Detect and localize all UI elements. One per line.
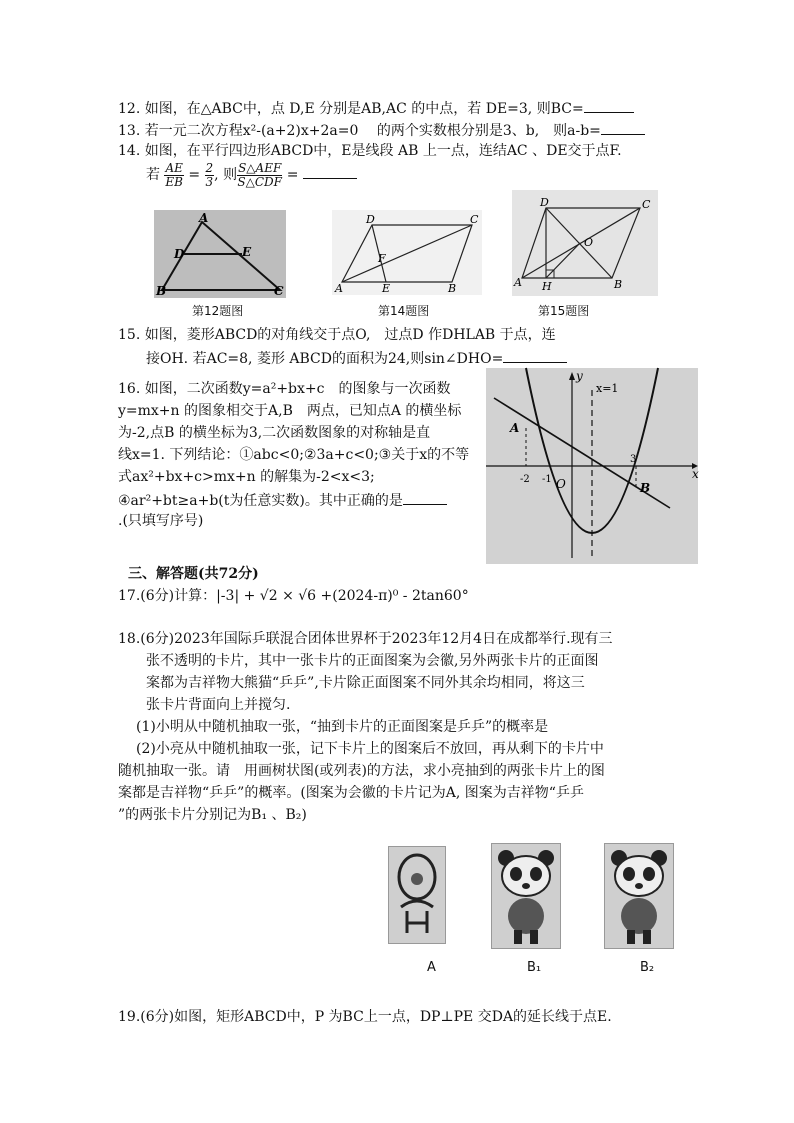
question-16-line-5: 式ax²+bx+c>mx+n 的解集为-2<x<3;	[118, 469, 375, 485]
question-12	[118, 98, 634, 118]
fig15-label-h: H	[542, 280, 552, 293]
fig12-label-c: C	[274, 284, 284, 298]
fig14-label-a: A	[335, 282, 343, 295]
question-18-line-4: 张卡片背面向上并搅匀.	[146, 697, 291, 713]
question-16-line-1: 16. 如图，二次函数y=a²+bx+c 的图象与一次函数	[118, 381, 451, 397]
graph-label-o: O	[556, 477, 566, 491]
fig12-label-d: D	[174, 247, 185, 261]
question-18-line-9: ”的两张卡片分别记为B₁ 、B₂)	[118, 807, 307, 823]
fig12-label-e: E	[242, 245, 252, 259]
graph-label-a: A	[510, 421, 520, 435]
question-16-text: ④ar²+bt≥a+b(t为任意实数)。其中正确的是	[118, 493, 403, 509]
fraction-ae-eb: $\frac{AE}{EB}$	[165, 160, 183, 189]
fig15-label-o: O	[584, 236, 594, 249]
graph-label-x: x	[692, 467, 699, 481]
fraction-2-3: $\frac{2}{3}$	[205, 160, 214, 189]
answer-blank-14[interactable]	[303, 164, 357, 179]
caption-figure-12: 第12题图	[192, 304, 244, 318]
question-18-line-1: 18.(6分)2023年国际乒联混合团体世界杯于2023年12月4日在成都举行.现有三	[118, 631, 613, 647]
question-15-text: 接OH. 若AC=8, 菱形 ABCD的面积为24,则sin∠DHO=	[146, 351, 504, 367]
question-18-line-7: 随机抽取一张。请 用画树状图(或列表)的方法，求小亮抽到的两张卡片上的图	[118, 763, 605, 779]
question-14-text: 14. 如图，在平行四边形ABCD中，E是线段 AB 上一点，连结AC 、DE交于点F.	[118, 143, 622, 159]
answer-blank-12[interactable]	[584, 98, 634, 113]
graph-parabola-line	[486, 368, 698, 564]
q14-prefix: 若	[146, 167, 160, 183]
question-16-line-4: 线x=1. 下列结论：①abc<0;②3a+c<0;③关于x的不等	[118, 447, 470, 463]
answer-blank-16[interactable]	[403, 490, 447, 505]
card-a-emblem	[388, 846, 446, 944]
question-18-line-2: 张不透明的卡片，其中一张卡片的正面图案为会徽,另外两张卡片的正面图	[146, 653, 599, 669]
fig14-label-c: C	[470, 213, 479, 226]
fig14-label-d: D	[366, 213, 375, 226]
question-18-line-6: (2)小亮从中随机抽取一张，记下卡片上的图案后不放回，再从剩下的卡片中	[136, 741, 604, 757]
fig14-label-b: B	[448, 282, 457, 295]
graph-label-b: B	[640, 481, 651, 495]
q14-then: , 则	[214, 167, 238, 183]
panda-icon	[605, 844, 673, 948]
question-18-line-3: 案都为吉祥物大熊猫“乒乒”,卡片除正面图案不同外其余均相同，将这三	[146, 675, 585, 691]
question-16-line-7: .(只填写序号)	[118, 513, 204, 529]
section-3-heading: 三、解答题(共72分)	[128, 566, 259, 582]
question-13-text: 13. 若一元二次方程x²-(a+2)x+2a=0 的两个实数根分别是3、b, 则a-b=	[118, 123, 601, 139]
graph-tick-3: 3	[630, 454, 637, 465]
emblem-icon	[389, 847, 445, 943]
caption-figure-15: 第15题图	[538, 304, 590, 318]
question-18-line-5: (1)小明从中随机抽取一张，“抽到卡片的正面图案是乒乒”的概率是	[136, 719, 549, 735]
figure-14-parallelogram	[332, 210, 482, 295]
fig15-label-d: D	[540, 196, 549, 209]
figure-15	[512, 190, 658, 296]
q14-equals-2: =	[282, 167, 303, 183]
question-14-condition	[146, 160, 357, 190]
figure-12-triangle	[154, 210, 286, 298]
answer-blank-15[interactable]	[503, 348, 567, 363]
question-14	[118, 142, 622, 160]
question-18-line-8: 案都是吉祥物“乒乒”的概率。(图案为会徽的卡片记为A, 图案为吉祥物“乒乒	[118, 785, 584, 801]
graph-tick-minus1: -1	[542, 474, 552, 485]
question-15-line-2	[146, 348, 567, 368]
question-13	[118, 120, 645, 140]
figure-16-graph	[486, 368, 698, 564]
figure-12	[154, 210, 286, 298]
graph-tick-minus2: -2	[520, 474, 530, 485]
graph-label-x1: x=1	[596, 382, 619, 395]
fig12-label-b: B	[156, 284, 167, 298]
fig15-label-c: C	[642, 198, 651, 211]
caption-figure-14: 第14题图	[378, 304, 430, 318]
fraction-area-ratio: $\frac{\text{S△AEF}}{\text{S△CDF}}$	[237, 160, 282, 189]
graph-label-y: y	[576, 369, 583, 383]
card-b2-panda	[604, 843, 674, 949]
figure-14	[332, 210, 482, 295]
question-16-line-6	[118, 490, 447, 510]
answer-blank-13[interactable]	[601, 120, 645, 135]
panda-icon	[492, 844, 560, 948]
fig12-label-a: A	[199, 211, 209, 225]
fig15-label-a: A	[514, 276, 522, 289]
card-b1-panda	[491, 843, 561, 949]
fig15-label-b: B	[614, 278, 623, 291]
card-label-a: A	[427, 960, 436, 975]
q14-equals: =	[188, 167, 201, 183]
fig14-label-f: F	[378, 252, 386, 265]
question-19: 19.(6分)如图，矩形ABCD中，P 为BC上一点，DP⊥PE 交DA的延长线于点E.	[118, 1009, 612, 1025]
question-17: 17.(6分)计算：|-3| + √2 × √6 +(2024-π)⁰ - 2tan60°	[118, 588, 469, 604]
question-16-line-2: y=mx+n 的图象相交于A,B 两点，已知点A 的横坐标	[118, 403, 462, 419]
card-label-b1: B₁	[527, 960, 542, 975]
card-label-b2: B₂	[640, 960, 655, 975]
question-16-line-3: 为-2,点B 的横坐标为3,二次函数图象的对称轴是直	[118, 425, 431, 441]
figure-15-rhombus	[512, 190, 658, 296]
question-12-text: 12. 如图，在△ABC中，点 D,E 分别是AB,AC 的中点，若 DE=3, 则BC=	[118, 101, 584, 117]
question-15-line-1: 15. 如图，菱形ABCD的对角线交于点O, 过点D 作DHLAB 于点，连	[118, 327, 556, 343]
fig14-label-e: E	[382, 282, 391, 295]
